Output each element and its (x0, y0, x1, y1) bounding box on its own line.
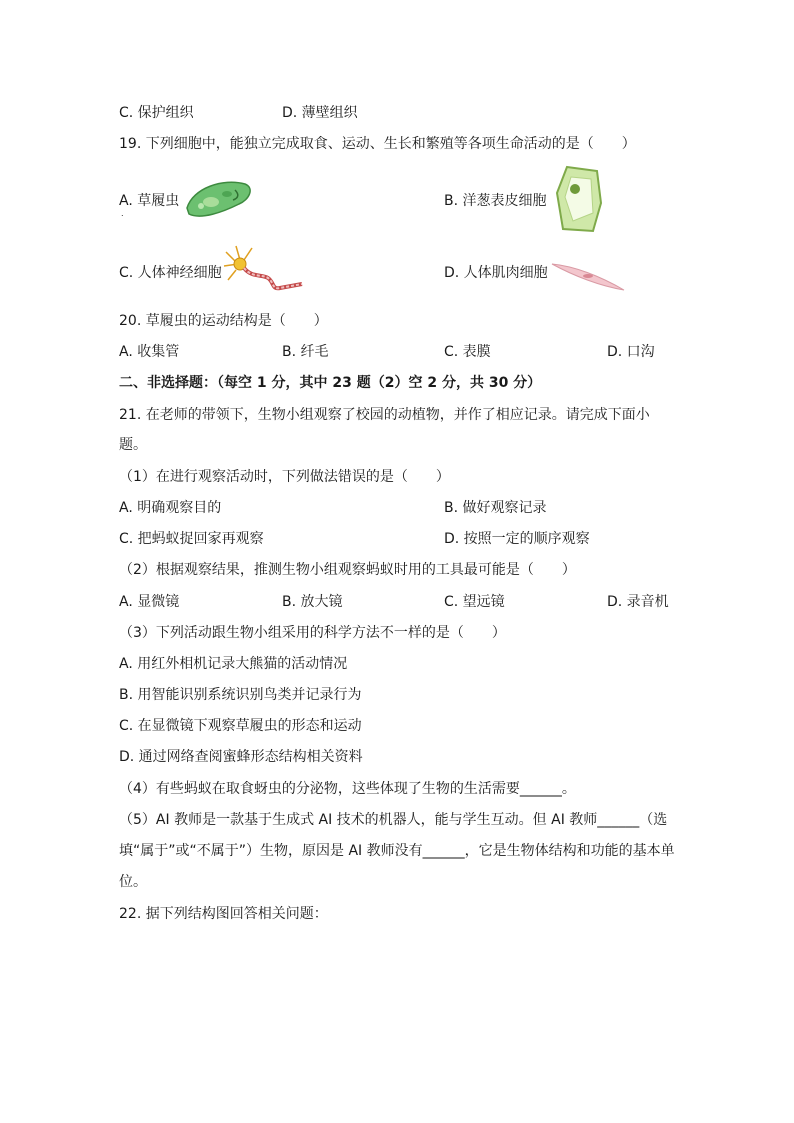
option-d: D. 口沟 (607, 344, 655, 360)
option-b: B. 放大镜 (282, 594, 343, 610)
question-21-stem: 21. 在老师的带领下，生物小组观察了校园的动植物，并作了相应记录。请完成下面小 (119, 407, 650, 423)
option-c: C. 人体神经细胞 (119, 265, 222, 281)
option-b: B. 纤毛 (282, 344, 329, 360)
option-a: A. 收集管 (119, 344, 180, 360)
option-a: A. 用红外相机记录大熊猫的活动情况 (119, 656, 348, 672)
subquestion-5-stem-cont: 填“属于”或“不属于”）生物，原因是 AI 教师没有______，它是生物体结构和功能的基本单 (119, 843, 675, 859)
subquestion-5-stem: （5）AI 教师是一款基于生成式 AI 技术的机器人，能与学生互动。但 AI 教师______（选 (119, 812, 668, 828)
option-d: D. 人体肌肉细胞 (444, 265, 548, 281)
option-d: D. 通过网络查阅蜜蜂形态结构相关资料 (119, 749, 363, 765)
neuron-illustration (222, 244, 306, 300)
subquestion-4-stem: （4）有些蚂蚁在取食蚜虫的分泌物，这些体现了生物的生活需要______。 (119, 781, 576, 797)
subquestion-1-stem: （1）在进行观察活动时，下列做法错误的是（ ） (119, 469, 450, 485)
option-d: D. 按照一定的顺序观察 (444, 531, 590, 547)
option-c: C. 望远镜 (444, 594, 505, 610)
option-c: C. 保护组织 (119, 105, 194, 121)
onion-cell-illustration (553, 163, 605, 235)
question-20-stem: 20. 草履虫的运动结构是（ ） (119, 313, 328, 329)
question-19-stem: 19. 下列细胞中，能独立完成取食、运动、生长和繁殖等各项生命活动的是（ ） (119, 136, 636, 152)
subquestion-2-stem: （2）根据观察结果，推测生物小组观察蚂蚁时用的工具最可能是（ ） (119, 562, 576, 578)
option-a: A. 显微镜 (119, 594, 180, 610)
option-a: A. 草履虫 (119, 193, 180, 209)
option-a: A. 明确观察目的 (119, 500, 222, 516)
question-22-stem: 22. 据下列结构图回答相关问题： (119, 906, 328, 922)
option-d: D. 薄壁组织 (282, 105, 358, 121)
muscle-cell-illustration (550, 258, 626, 294)
option-c: C. 把蚂蚁捉回家再观察 (119, 531, 264, 547)
option-b: B. 用智能识别系统识别鸟类并记录行为 (119, 687, 362, 703)
option-c: C. 表膜 (444, 344, 491, 360)
option-b: B. 洋葱表皮细胞 (444, 193, 547, 209)
option-c: C. 在显微镜下观察草履虫的形态和运动 (119, 718, 362, 734)
section-heading: 二、非选择题：（每空 1 分，其中 23 题（2）空 2 分，共 30 分） (119, 375, 542, 391)
dot-mark: . (121, 209, 124, 218)
option-d: D. 录音机 (607, 594, 669, 610)
paramecium-illustration (183, 178, 255, 220)
option-b: B. 做好观察记录 (444, 500, 547, 516)
subquestion-5-stem-end: 位。 (119, 874, 147, 890)
question-21-stem-cont: 题。 (119, 437, 147, 453)
subquestion-3-stem: （3）下列活动跟生物小组采用的科学方法不一样的是（ ） (119, 625, 506, 641)
